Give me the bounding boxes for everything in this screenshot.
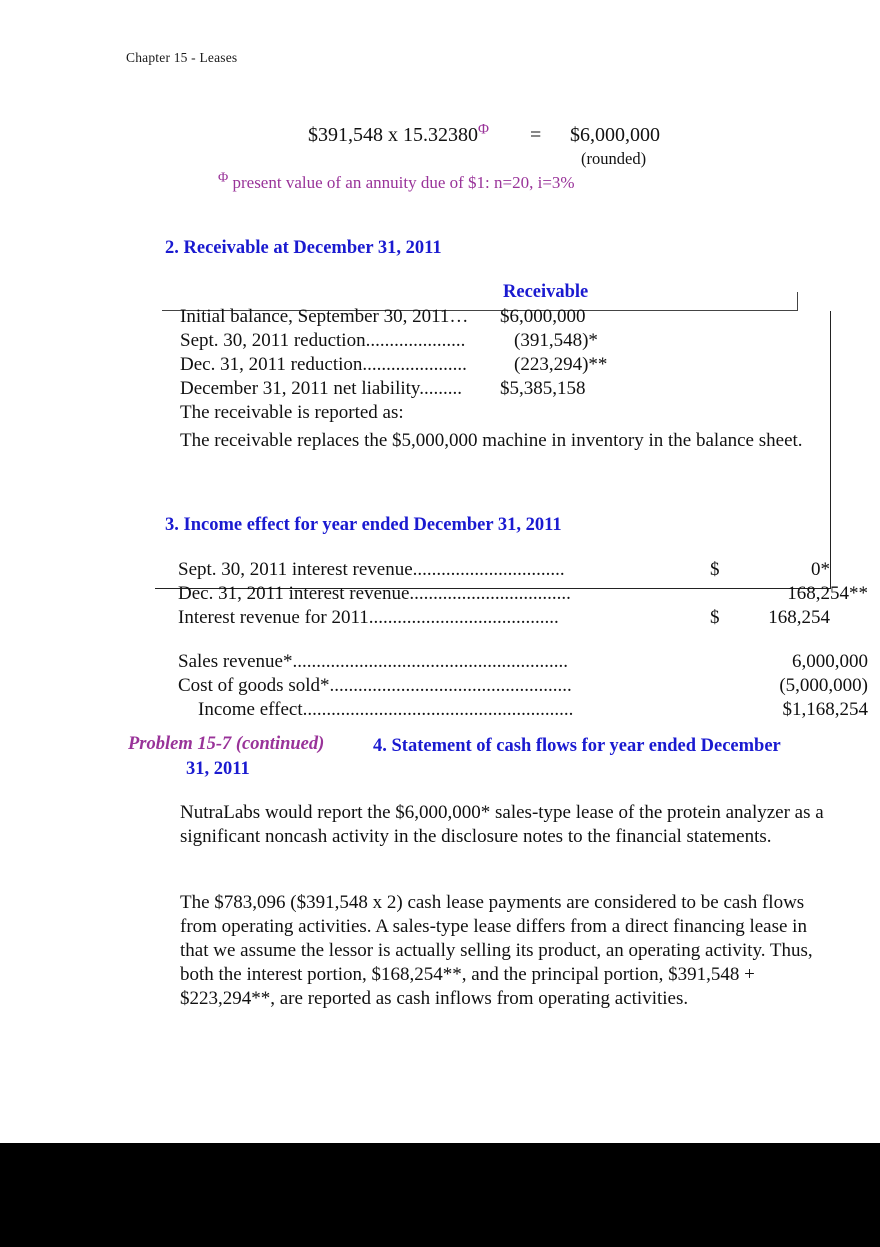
receivable-reported-note: The receivable is reported as: xyxy=(180,402,404,423)
pv-calculation-block xyxy=(0,121,880,168)
receivable-row-label: Initial balance, September 30, 2011… xyxy=(180,306,469,327)
income-row-label: Dec. 31, 2011 interest revenue.................................. xyxy=(178,583,571,604)
pv-calculation-equals: = xyxy=(530,124,542,146)
section-3-heading: 3. Income effect for year ended December 31, 2011 xyxy=(165,515,562,535)
receivable-row-amount: (223,294)** xyxy=(514,354,608,375)
receivable-row-amount: $5,385,158 xyxy=(500,378,586,399)
receivable-column-header: Receivable xyxy=(503,282,589,302)
page-bottom-black-band xyxy=(0,1143,880,1247)
income-row-amount: $1,168,254 xyxy=(782,699,868,720)
cash-flows-paragraph: The $783,096 ($391,548 x 2) cash lease payments are considered to be cash flows from operating activities. A sales-type lease differs from a direct financing lease in that we assume the lessor is actually selling its product, an operating activity. Thus, both the interest portion, $168,254**, and the principal portion, $391,548 + $223,294**, are reported as cash inflows from operating activities. xyxy=(180,892,813,1009)
table-row xyxy=(178,650,868,674)
income-row-currency: $ xyxy=(710,559,720,580)
income-row-label: Cost of goods sold*................................................... xyxy=(178,675,572,696)
income-row-label: Sales revenue*.......................................................... xyxy=(178,651,568,672)
table-rule-corner-tick xyxy=(797,292,798,311)
table-row xyxy=(178,698,868,722)
income-row-label: Income effect......................................................... xyxy=(198,699,574,720)
income-row-amount: 168,254 xyxy=(768,607,830,628)
table-row xyxy=(178,606,830,630)
section-4-heading-line1: 4. Statement of cash flows for year ended December xyxy=(373,736,781,756)
pv-calculation-rhs: $6,000,000 xyxy=(570,124,660,146)
income-row-amount: (5,000,000) xyxy=(779,675,868,696)
problem-continued-tag: Problem 15-7 (continued) xyxy=(128,734,325,754)
table-row xyxy=(180,329,600,353)
receivable-row-amount: $6,000,000 xyxy=(500,306,586,327)
income-row-currency: $ xyxy=(710,607,720,628)
section-2-heading: 2. Receivable at December 31, 2011 xyxy=(165,238,442,258)
table-row xyxy=(180,305,600,329)
receivable-row-label: December 31, 2011 net liability......... xyxy=(180,378,462,399)
running-header: Chapter 15 - Leases xyxy=(126,50,238,65)
receivable-table xyxy=(180,305,608,425)
pv-calculation-lhs-text: $391,548 x 15.32380 xyxy=(308,124,478,146)
income-row-amount: 168,254** xyxy=(787,583,868,604)
pv-calculation-lhs xyxy=(308,121,489,147)
pv-footnote-text: present value of an annuity due of $1: n=20, i=3% xyxy=(228,173,575,192)
table-row xyxy=(180,377,600,401)
receivable-row-label: Dec. 31, 2011 reduction...................... xyxy=(180,354,467,375)
pv-calculation-rounded-note: (rounded) xyxy=(581,149,647,168)
income-row-amount: 6,000,000 xyxy=(792,651,868,672)
income-row-label: Interest revenue for 2011........................................ xyxy=(178,607,559,628)
receivable-row-label: Sept. 30, 2011 reduction..................... xyxy=(180,330,466,351)
table-row xyxy=(178,558,830,582)
income-row-label: Sept. 30, 2011 interest revenue................................ xyxy=(178,559,565,580)
table-row xyxy=(180,353,608,377)
table-row-spacer xyxy=(178,630,826,650)
table-row xyxy=(178,582,868,606)
table-row xyxy=(178,674,868,698)
section-4-heading-line2: 31, 2011 xyxy=(186,759,250,779)
noncash-activity-paragraph: NutraLabs would report the $6,000,000* sales-type lease of the protein analyzer as a significant noncash activity in the disclosure notes to the financial statements. xyxy=(180,802,824,847)
pv-footnote xyxy=(218,170,575,193)
income-row-amount: 0* xyxy=(811,559,830,580)
phi-superscript-icon: Φ xyxy=(478,121,489,138)
phi-footnote-icon: Φ xyxy=(218,170,229,186)
receivable-replaces-paragraph: The receivable replaces the $5,000,000 machine in inventory in the balance sheet. xyxy=(180,430,803,451)
receivable-row-amount: (391,548)* xyxy=(514,330,598,351)
income-effect-table xyxy=(178,558,868,722)
pv-calculation-line xyxy=(0,121,880,150)
